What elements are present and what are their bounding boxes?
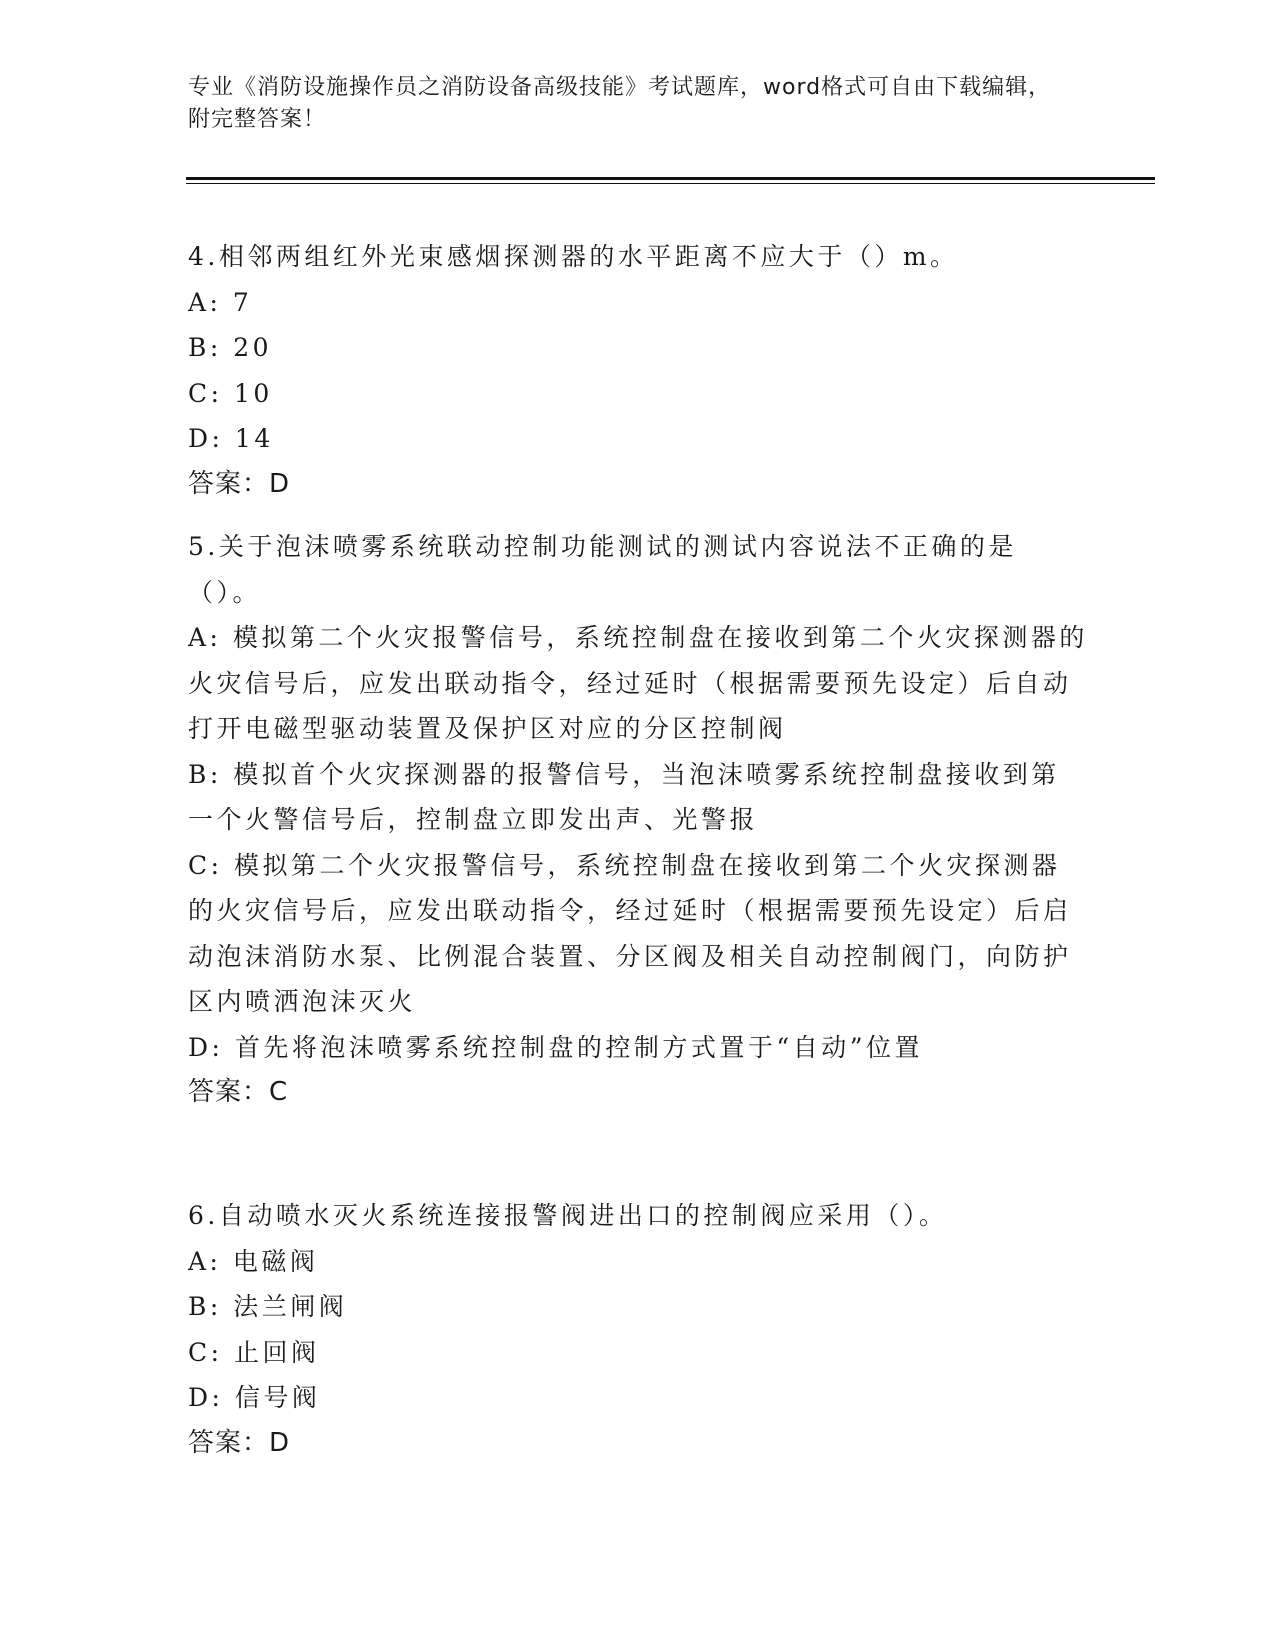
question-5 <box>188 524 1088 1116</box>
question-stem: 6.自动喷水灭火系统连接报警阀进出口的控制阀应采用（）。 <box>188 1201 948 1230</box>
option-b: B: 法兰闸阀 <box>188 1292 348 1321</box>
option-a: A: 模拟第二个火灾报警信号，系统控制盘在接收到第二个火灾探测器的火灾信号后，应发出联动指令，经过延时（根据需要预先设定）后自动打开电磁型驱动装置及保护区对应的分区控制阀 <box>188 623 1088 743</box>
question-stem: 4.相邻两组红外光束感烟探测器的水平距离不应大于（）m。 <box>188 242 959 271</box>
option-a: A: 电磁阀 <box>188 1246 319 1276</box>
answer: 答案：C <box>188 1077 289 1107</box>
option-c: C: 10 <box>188 378 273 408</box>
option-d: D: 14 <box>188 424 274 453</box>
option-a: A: 7 <box>188 287 253 317</box>
header-rule-thick <box>186 177 1155 180</box>
option-b: B: 20 <box>188 333 273 362</box>
question-stem: 5.关于泡沫喷雾系统联动控制功能测试的测试内容说法不正确的是（）。 <box>188 532 1017 607</box>
option-c: C: 模拟第二个火灾报警信号，系统控制盘在接收到第二个火灾探测器的火灾信号后，应发出联动指令，经过延时（根据需要预先设定）后启动泡沫消防水泵、比例混合装置、分区阀及相关自动控制阀门，向防护区内喷洒泡沫灭火 <box>188 850 1072 1016</box>
answer: 答案：D <box>188 468 291 499</box>
answer: 答案：D <box>188 1427 291 1458</box>
header-rule-thin <box>186 183 1155 184</box>
option-c: C: 止回阀 <box>188 1337 320 1367</box>
option-d: D: 首先将泡沫喷雾系统控制盘的控制方式置于“自动”位置 <box>188 1032 923 1062</box>
option-d: D: 信号阀 <box>188 1383 321 1412</box>
document-header: 专业《消防设施操作员之消防设备高级技能》考试题库，word格式可自由下载编辑，附完整答案！ <box>188 75 1052 132</box>
question-6 <box>188 1193 1088 1466</box>
question-4 <box>188 234 1088 507</box>
option-b: B: 模拟首个火灾探测器的报警信号，当泡沫喷雾系统控制盘接收到第一个火警信号后，控制盘立即发出声、光警报 <box>188 759 1060 834</box>
